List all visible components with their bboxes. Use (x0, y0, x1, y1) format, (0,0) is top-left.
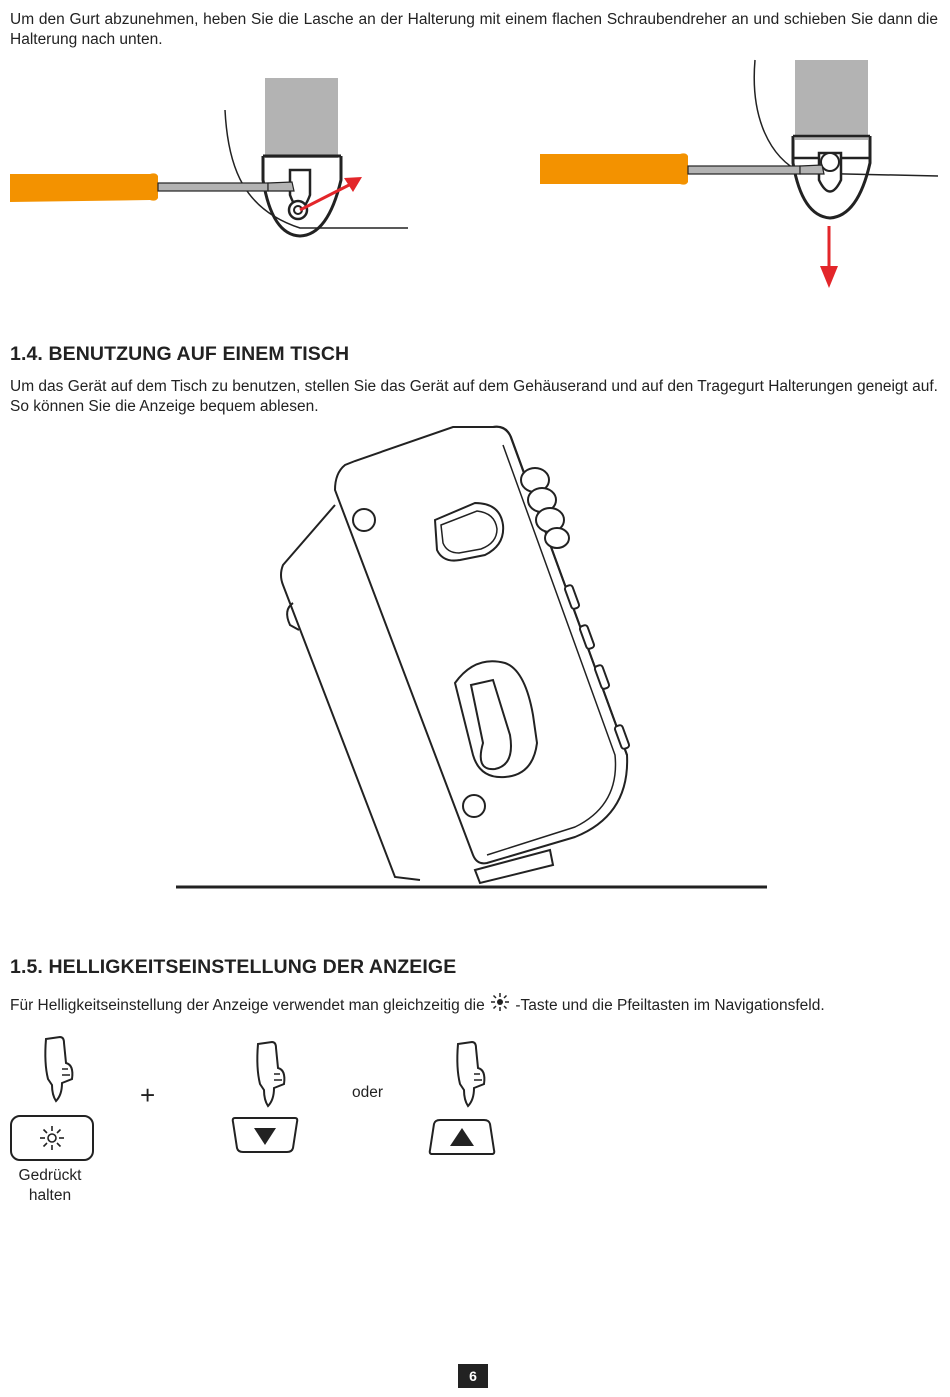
screw-icon (463, 795, 485, 817)
device-on-table-illustration (175, 425, 775, 895)
section-1-5-body-after: -Taste und die Pfeiltasten im Navigationsfeld. (515, 997, 825, 1014)
strap-holder-slide-illustration (540, 58, 950, 298)
pointing-hand-icon (452, 1040, 492, 1112)
intro-paragraph: Um den Gurt abzunehmen, heben Sie die Lasche an der Halterung mit einem flachen Schraubendreher an und schieben Sie dann die Halterung nach unten. (10, 11, 938, 48)
section-1-4-body: Um das Gerät auf dem Tisch zu benutzen, stellen Sie das Gerät auf dem Gehäuserand und auf den Tragegurt Halterungen geneigt auf. So können Sie die Anzeige bequem ablesen. (10, 378, 938, 415)
pointing-hand-icon (40, 1035, 80, 1107)
brightness-key[interactable] (10, 1115, 94, 1161)
section-1-5-body-before: Für Helligkeitseinstellung der Anzeige verwendet man gleichzeitig die (10, 997, 485, 1014)
pointing-hand-icon (252, 1040, 292, 1112)
page-number: 6 (458, 1364, 488, 1388)
arrow-down-icon (820, 266, 838, 288)
section-1-5-body (10, 993, 940, 1016)
plus-sign: + (140, 1080, 156, 1110)
arrow-up-key[interactable] (428, 1118, 496, 1156)
arrow-icon (344, 177, 362, 192)
sun-icon (491, 993, 509, 1011)
hold-label-line2: halten (28, 1187, 72, 1204)
strap-holder-lift-illustration (10, 70, 430, 270)
screw-icon (353, 509, 375, 531)
sun-icon (39, 1125, 65, 1151)
section-1-4-title: 1.4. BENUTZUNG AUF EINEM TISCH (10, 343, 350, 365)
arrow-down-key[interactable] (231, 1116, 299, 1154)
strap-icon (795, 60, 868, 140)
strap-icon (265, 78, 338, 158)
hold-label (5, 1166, 95, 1206)
or-label: oder (352, 1084, 384, 1101)
hold-label-line1: Gedrückt (18, 1167, 82, 1184)
section-1-5-title: 1.5. HELLIGKEITSEINSTELLUNG DER ANZEIGE (10, 956, 457, 978)
